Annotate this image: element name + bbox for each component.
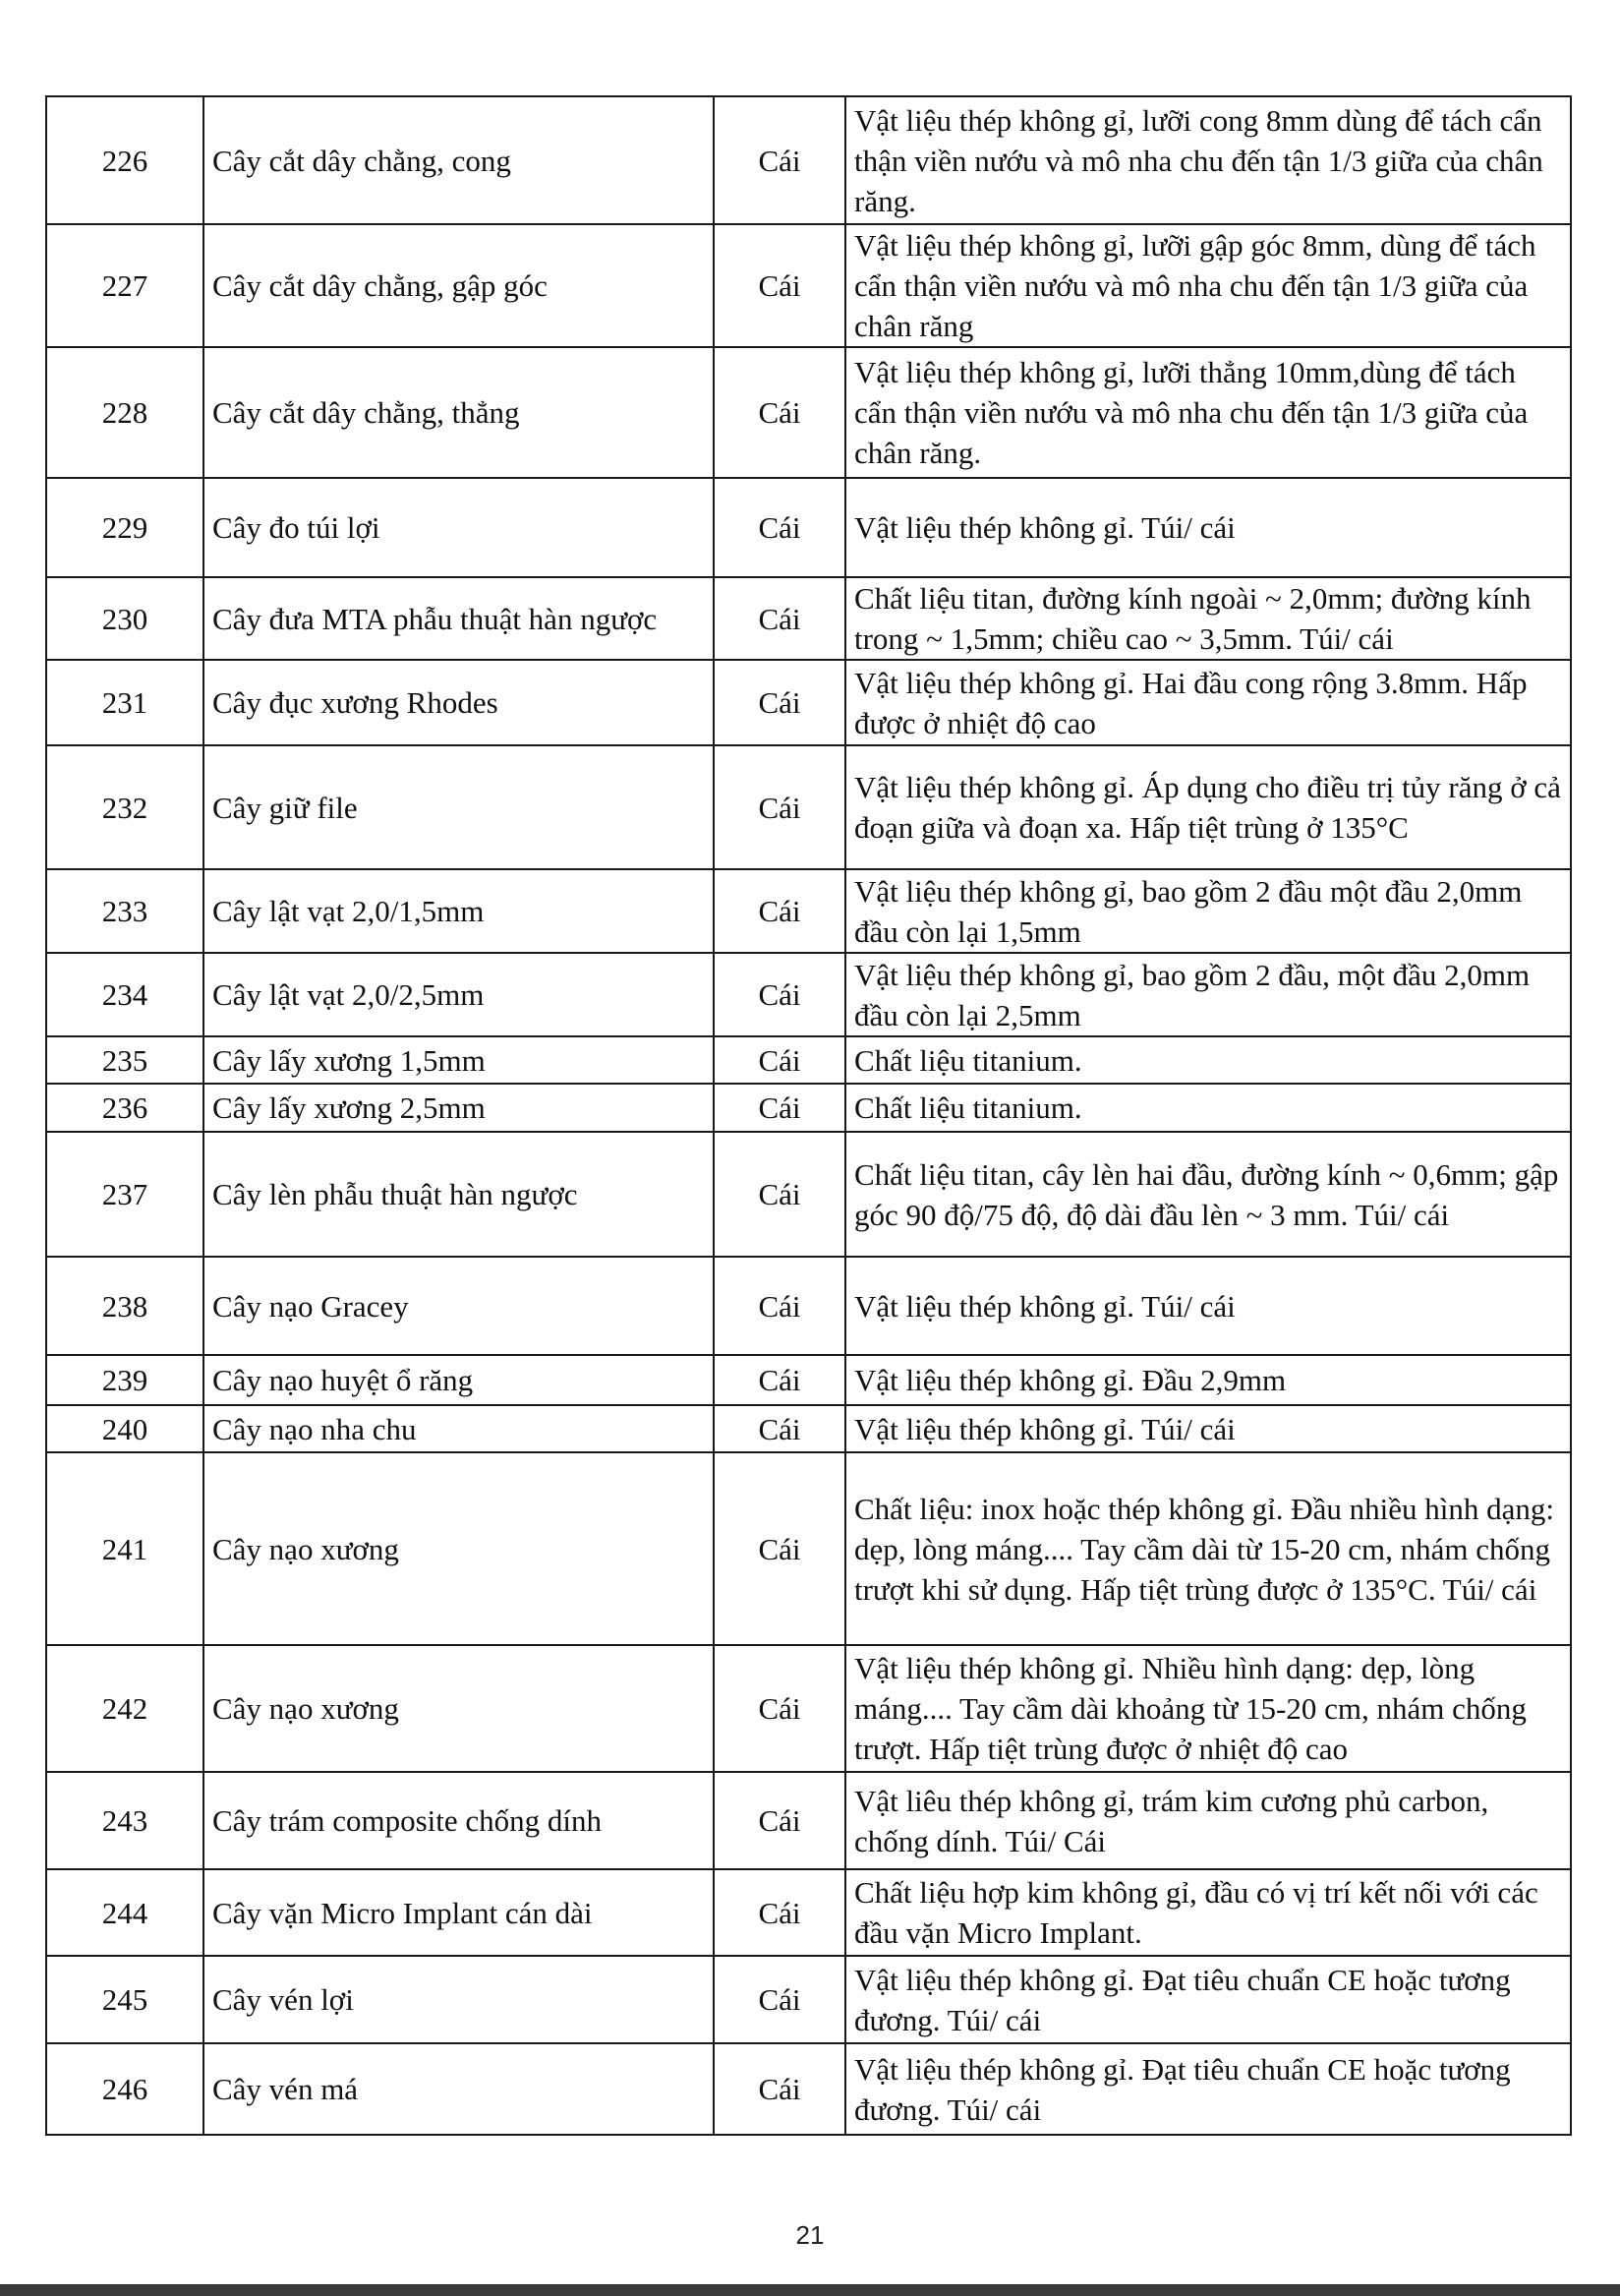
table-row (46, 1405, 1571, 1452)
item-name: Cây lật vạt 2,0/2,5mm (203, 953, 714, 1036)
item-name: Cây lấy xương 1,5mm (203, 1036, 714, 1084)
item-description: Vật liêu thép không gỉ, trám kim cương phủ carbon, chống dính. Túi/ Cái (845, 1772, 1571, 1869)
item-description: Vật liệu thép không gỉ. Đạt tiêu chuẩn CE hoặc tương đương. Túi/ cái (845, 1956, 1571, 2043)
item-number: 231 (46, 660, 203, 745)
item-number: 234 (46, 953, 203, 1036)
table-row (46, 478, 1571, 577)
item-unit: Cái (714, 577, 845, 660)
table-row (46, 869, 1571, 953)
table-row (46, 224, 1571, 347)
item-name: Cây cắt dây chằng, thẳng (203, 347, 714, 478)
item-unit: Cái (714, 478, 845, 577)
item-number: 246 (46, 2043, 203, 2135)
item-name: Cây giữ file (203, 745, 714, 869)
table-row (46, 577, 1571, 660)
equipment-table-body (46, 96, 1571, 2135)
item-unit: Cái (714, 1772, 845, 1869)
item-description: Chất liệu titan, cây lèn hai đầu, đường kính ~ 0,6mm; gập góc 90 độ/75 độ, độ dài đầu lèn ~ 3 mm. Túi/ cái (845, 1132, 1571, 1257)
item-number: 233 (46, 869, 203, 953)
table-row (46, 1645, 1571, 1772)
item-description: Chất liệu titan, đường kính ngoài ~ 2,0mm; đường kính trong ~ 1,5mm; chiều cao ~ 3,5mm. Túi/ cái (845, 577, 1571, 660)
item-description: Chất liệu titanium. (845, 1084, 1571, 1132)
item-unit: Cái (714, 1645, 845, 1772)
item-name: Cây nạo xương (203, 1645, 714, 1772)
item-description: Chất liệu titanium. (845, 1036, 1571, 1084)
table-row (46, 953, 1571, 1036)
page-number: 21 (795, 2220, 825, 2250)
item-description: Vật liệu thép không gỉ. Túi/ cái (845, 478, 1571, 577)
table-row (46, 660, 1571, 745)
table-row (46, 1956, 1571, 2043)
item-description: Vật liệu thép không gỉ, bao gồm 2 đầu, một đầu 2,0mm đầu còn lại 2,5mm (845, 953, 1571, 1036)
item-name: Cây nạo nha chu (203, 1405, 714, 1452)
item-unit: Cái (714, 1132, 845, 1257)
item-description: Chất liệu hợp kim không gỉ, đầu có vị trí kết nối với các đầu vặn Micro Implant. (845, 1869, 1571, 1956)
item-unit: Cái (714, 1257, 845, 1355)
item-description: Vật liệu thép không gỉ, lưỡi gập góc 8mm, dùng để tách cẩn thận viền nướu và mô nha chu đến tận 1/3 giữa của chân răng (845, 224, 1571, 347)
item-name: Cây lật vạt 2,0/1,5mm (203, 869, 714, 953)
table-row (46, 96, 1571, 224)
item-number: 232 (46, 745, 203, 869)
item-name: Cây đưa MTA phẫu thuật hàn ngược (203, 577, 714, 660)
item-number: 236 (46, 1084, 203, 1132)
item-description: Vật liệu thép không gỉ, bao gồm 2 đầu một đầu 2,0mm đầu còn lại 1,5mm (845, 869, 1571, 953)
item-unit: Cái (714, 224, 845, 347)
item-number: 245 (46, 1956, 203, 2043)
item-name: Cây vén lợi (203, 1956, 714, 2043)
item-name: Cây cắt dây chằng, gập góc (203, 224, 714, 347)
item-name: Cây nạo xương (203, 1452, 714, 1645)
table-row (46, 2043, 1571, 2135)
item-number: 237 (46, 1132, 203, 1257)
item-name: Cây vặn Micro Implant cán dài (203, 1869, 714, 1956)
item-description: Vật liệu thép không gỉ. Túi/ cái (845, 1405, 1571, 1452)
item-number: 244 (46, 1869, 203, 1956)
item-number: 227 (46, 224, 203, 347)
item-description: Vật liệu thép không gỉ, lưỡi thẳng 10mm,dùng để tách cẩn thận viền nướu và mô nha chu đến tận 1/3 giữa của chân răng. (845, 347, 1571, 478)
table-row (46, 1132, 1571, 1257)
item-number: 229 (46, 478, 203, 577)
item-unit: Cái (714, 660, 845, 745)
table-row (46, 1869, 1571, 1956)
item-unit: Cái (714, 96, 845, 224)
item-number: 239 (46, 1355, 203, 1405)
item-number: 243 (46, 1772, 203, 1869)
item-number: 240 (46, 1405, 203, 1452)
item-number: 235 (46, 1036, 203, 1084)
item-description: Vật liệu thép không gỉ. Áp dụng cho điều trị tủy răng ở cả đoạn giữa và đoạn xa. Hấp tiệt trùng ở 135°C (845, 745, 1571, 869)
item-unit: Cái (714, 745, 845, 869)
item-name: Cây cắt dây chằng, cong (203, 96, 714, 224)
item-description: Vật liệu thép không gỉ. Đạt tiêu chuẩn CE hoặc tương đương. Túi/ cái (845, 2043, 1571, 2135)
table-row (46, 347, 1571, 478)
item-unit: Cái (714, 1405, 845, 1452)
item-unit: Cái (714, 347, 845, 478)
item-name: Cây trám composite chống dính (203, 1772, 714, 1869)
item-description: Vật liệu thép không gỉ, lưỡi cong 8mm dùng để tách cẩn thận viền nướu và mô nha chu đến tận 1/3 giữa của chân răng. (845, 96, 1571, 224)
item-name: Cây lấy xương 2,5mm (203, 1084, 714, 1132)
item-unit: Cái (714, 1869, 845, 1956)
table-row (46, 1772, 1571, 1869)
item-unit: Cái (714, 1036, 845, 1084)
table-row (46, 1036, 1571, 1084)
item-name: Cây lèn phẫu thuật hàn ngược (203, 1132, 714, 1257)
item-name: Cây nạo huyệt ổ răng (203, 1355, 714, 1405)
item-description: Vật liệu thép không gỉ. Nhiều hình dạng: dẹp, lòng máng.... Tay cầm dài khoảng từ 15-20 cm, nhám chống trượt. Hấp tiệt trùng được ở nhiệt độ cao (845, 1645, 1571, 1772)
item-unit: Cái (714, 1452, 845, 1645)
item-unit: Cái (714, 1084, 845, 1132)
table-row (46, 745, 1571, 869)
item-number: 242 (46, 1645, 203, 1772)
item-unit: Cái (714, 2043, 845, 2135)
item-number: 241 (46, 1452, 203, 1645)
item-unit: Cái (714, 953, 845, 1036)
item-description: Vật liệu thép không gỉ. Túi/ cái (845, 1257, 1571, 1355)
table-row (46, 1452, 1571, 1645)
table-row (46, 1355, 1571, 1405)
item-number: 230 (46, 577, 203, 660)
item-name: Cây nạo Gracey (203, 1257, 714, 1355)
item-unit: Cái (714, 869, 845, 953)
item-unit: Cái (714, 1355, 845, 1405)
item-description: Chất liệu: inox hoặc thép không gỉ. Đầu nhiều hình dạng: dẹp, lòng máng.... Tay cầm dài từ 15-20 cm, nhám chống trượt khi sử dụng. Hấp tiệt trùng được ở 135°C. Túi/ cái (845, 1452, 1571, 1645)
item-unit: Cái (714, 1956, 845, 2043)
table-row (46, 1084, 1571, 1132)
item-name: Cây đục xương Rhodes (203, 660, 714, 745)
item-name: Cây vén má (203, 2043, 714, 2135)
item-description: Vật liệu thép không gỉ. Hai đầu cong rộng 3.8mm. Hấp được ở nhiệt độ cao (845, 660, 1571, 745)
equipment-table (45, 95, 1572, 2136)
item-number: 238 (46, 1257, 203, 1355)
item-description: Vật liệu thép không gỉ. Đầu 2,9mm (845, 1355, 1571, 1405)
item-number: 228 (46, 347, 203, 478)
item-number: 226 (46, 96, 203, 224)
item-name: Cây đo túi lợi (203, 478, 714, 577)
table-row (46, 1257, 1571, 1355)
scan-edge (0, 2284, 1620, 2296)
